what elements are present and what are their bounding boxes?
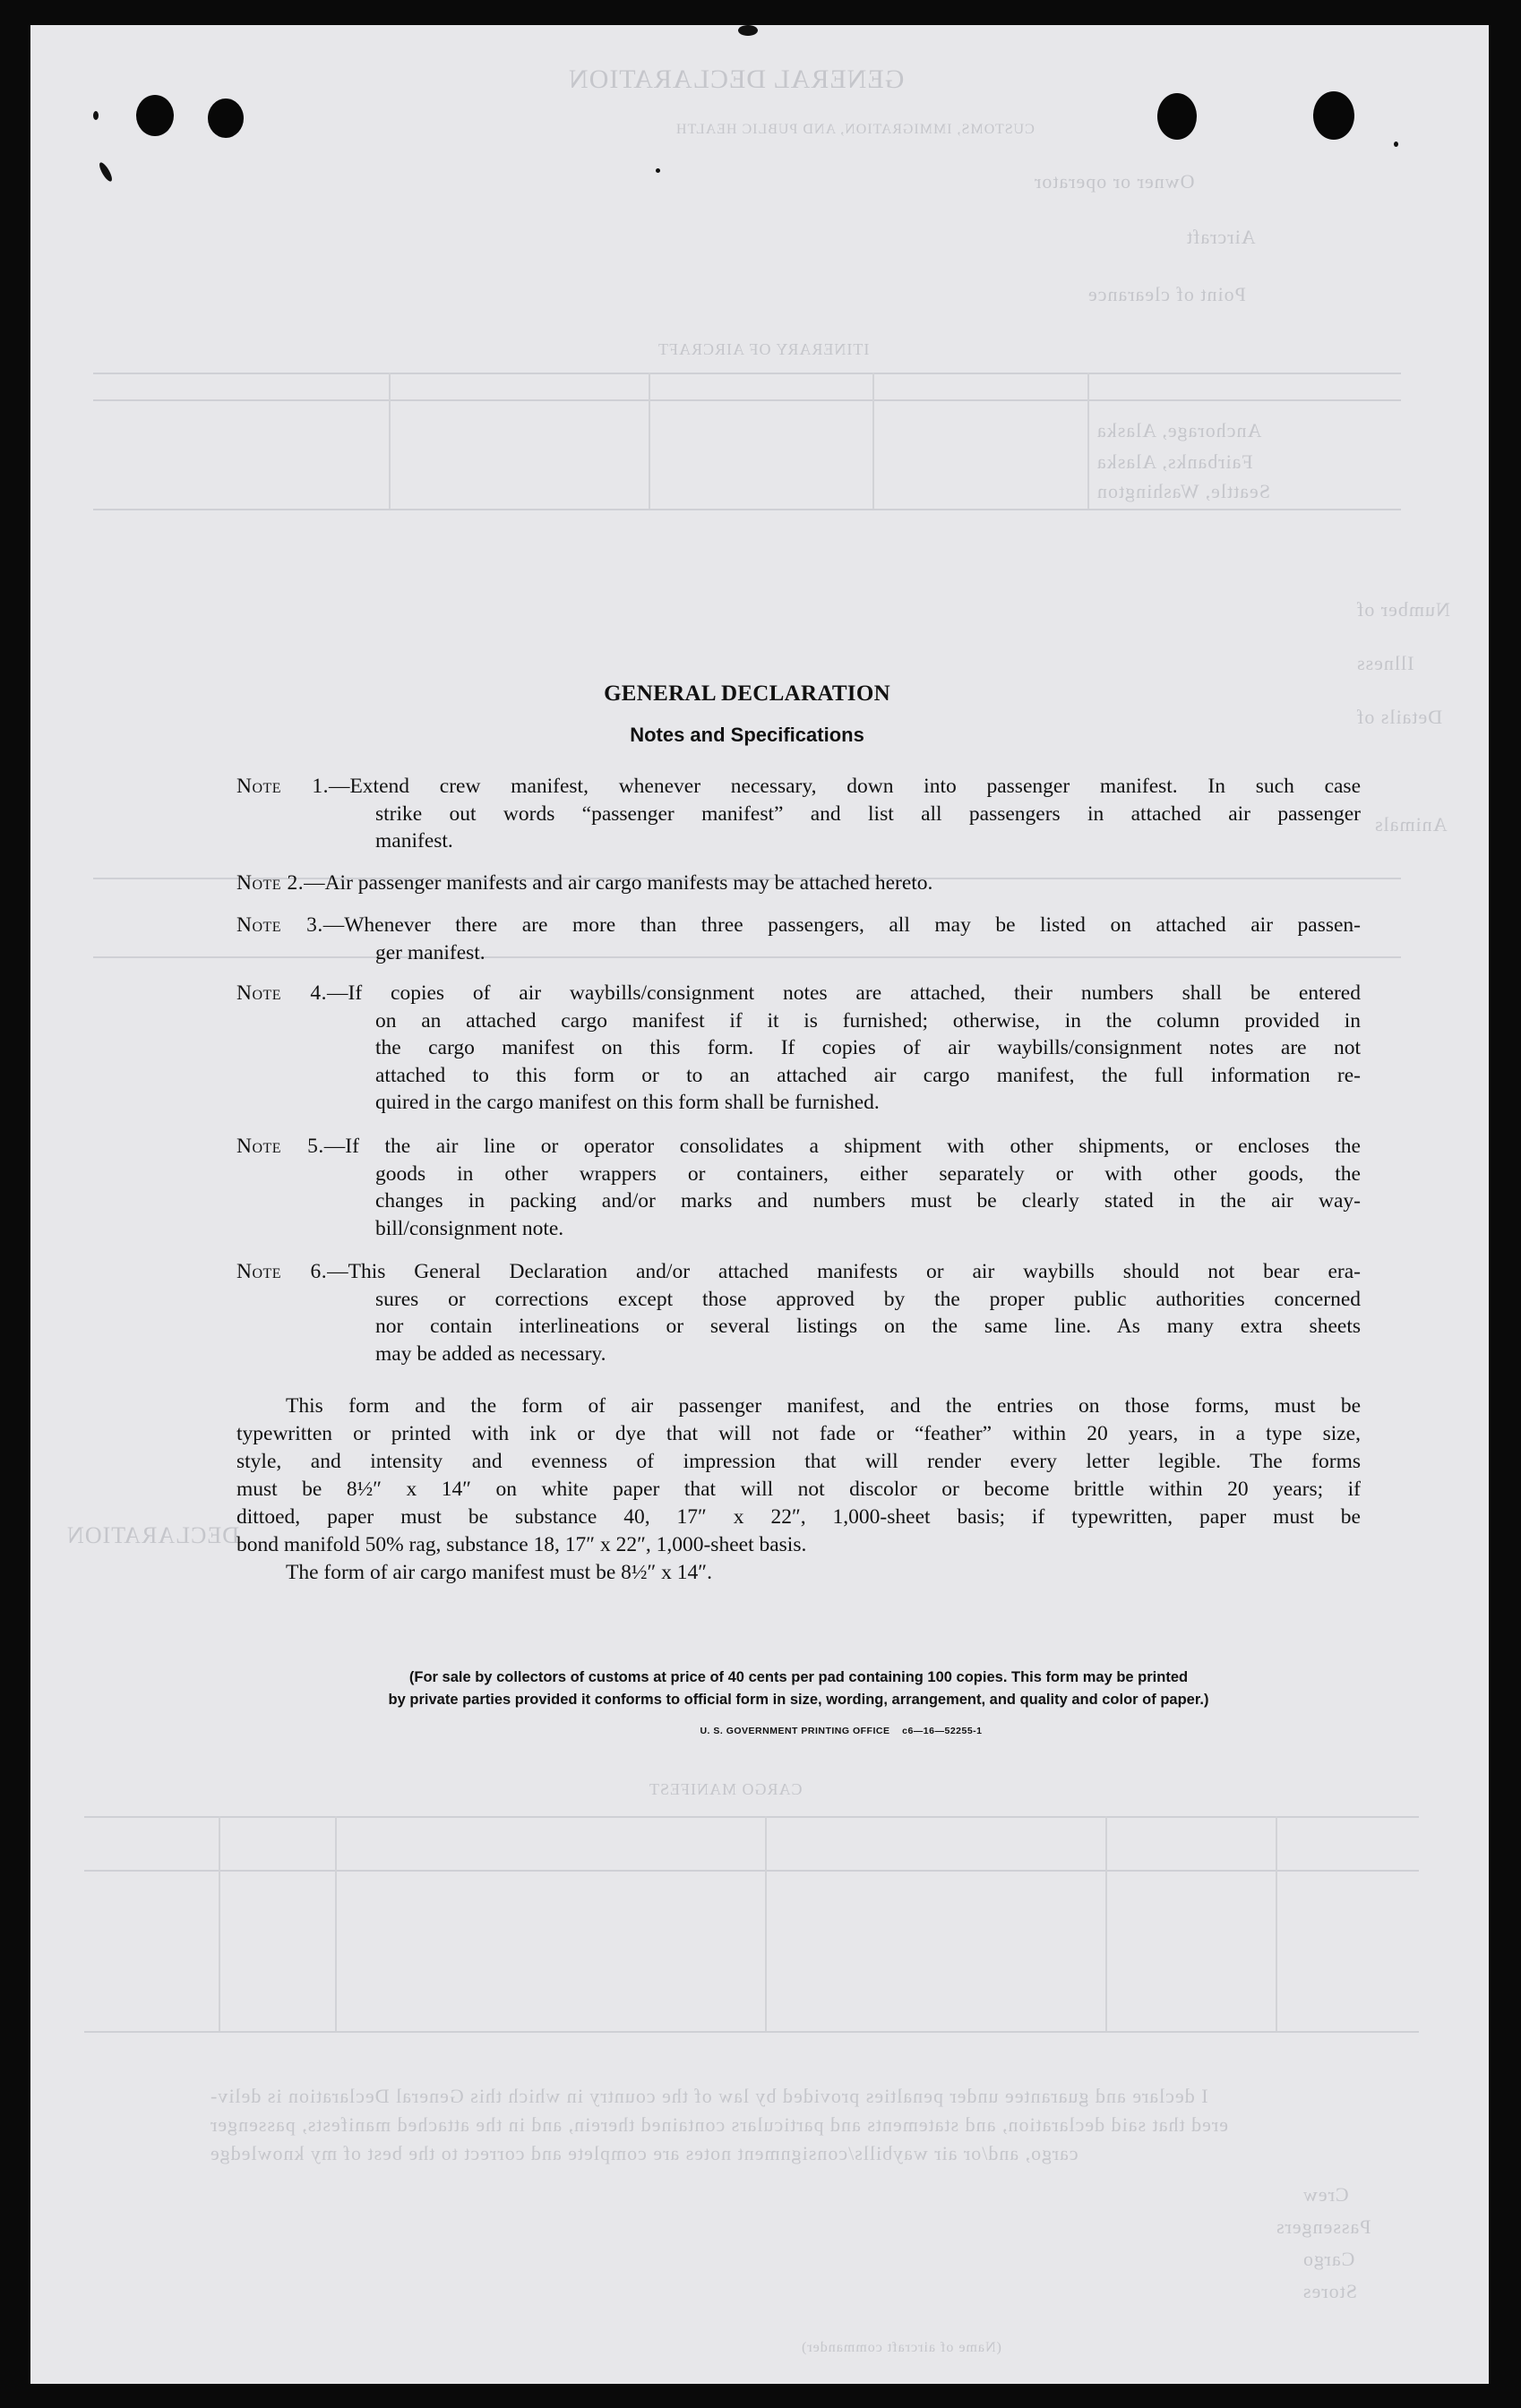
ink-speck (738, 25, 758, 36)
note-line: —Extend crew manifest, whenever necessary, down into passenger manifest. In such case (328, 775, 1362, 798)
page-title: GENERAL DECLARATION (604, 681, 890, 706)
page-subtitle: Notes and Specifications (630, 724, 864, 746)
note-line: goods in other wrappers or containers, either separately or with other goods, the (375, 1161, 1361, 1186)
punch-hole-left (136, 95, 174, 136)
format-requirements-paragraph (236, 1393, 1361, 1587)
paragraph-line: typewritten or printed with ink or dye that will not fade or “feather” within 20 years, in a type size, (236, 1422, 1361, 1445)
paragraph-line: This form and the form of air passenger manifest, and the entries on those forms, must be (286, 1394, 1361, 1418)
note-label: Note 2. (236, 871, 305, 895)
note-label: Note 3. (236, 913, 323, 937)
note-line: nor contain interlineations or several listings on the same line. As many extra sheets (375, 1315, 1361, 1338)
note-2 (236, 870, 1361, 897)
note-line: manifest. (375, 829, 453, 853)
note-line: attached to this form or to an attached air cargo manifest, the full information re- (375, 1063, 1361, 1087)
note-line: —Whenever there are more than three passengers, all may be listed on attached air passen- (322, 913, 1362, 937)
note-line: may be added as necessary. (375, 1341, 606, 1366)
note-line: —Air passenger manifests and air cargo manifests may be attached hereto. (304, 871, 933, 895)
note-label: Note 1. (236, 775, 329, 798)
note-4 (236, 980, 1361, 1117)
note-line: strike out words “passenger manifest” and list all passengers in attached air passenger (375, 801, 1361, 826)
note-line: —This General Declaration and/or attached manifests or air waybills should not bear era- (327, 1260, 1362, 1283)
paragraph-line: dittoed, paper must be substance 40, 17″ x 22″, 1,000-sheet basis; if typewritten, paper must be (236, 1505, 1361, 1529)
note-label: Note 6. (236, 1260, 328, 1283)
ink-speck (656, 168, 660, 173)
ink-speck (1394, 141, 1398, 147)
ink-speck (98, 161, 115, 184)
sale-notice (236, 1667, 1361, 1711)
document-page: GENERAL DECLARATION CUSTOMS, IMMIGRATION, AND PUBLIC HEALTH Owner or operator Aircraft Point of clearance ITINERARY OF AIRCRAFT Anchorage, Alaska Fairbanks, Alaska Seattle, Washington Number of Illness Details of Animals DECLARATION CARGO MANIFEST I declare and guarantee under penalties provided by law of the country in which this General Declaration is deliv- ered that said declaration, and statements and particulars contained therein, and in the attached manifests, passenger cargo, and/or air waybills/consignment notes are complete and correct to the best of my knowledge Crew Passengers Cargo Stores (Name of aircraft commander) GENERAL DECLARATION Notes and Specifications Note 1.—Extend crew manifest, whenever necessary, down into passenger manifest. In such case strike out words “passenger manifest” and list all passengers in attached air passenger manifest. Note 2.—Air passenger manifests and air cargo manifests may be attached hereto. Note 3.—Whenever there are more than three passengers, all may be listed on attached air passen- ger manifest. Note 4.—If copies of air waybills/consignment notes are attached, their numbers shall be entered on an attached cargo manifest if it is furnished; otherwise, in the column provided in the cargo manifest on this form. If copies of air waybills/consignment notes are not attached to this form or to an attached air cargo manifest, the full information re- quired in the cargo manifest on this form shall be furnished. Note 5.—If the air line or operator consolidates a shipment with other shipments, or encloses the goods in other wrappers or containers, either separately or with other goods, the changes in packing and/or marks and numbers must be clearly stated in the air way- bill/consignment note. Note 6.—This General Declaration and/or attached manifests or air waybills should not bear era- sures or corrections except those approved by the proper public authorities concerned nor contain interlineations or several listings on the same line. As many extra sheets may be added as necessary. This form and the form of air passenger manifest, and the entries on those forms, must be typewritten or printed with ink or dye that will not fade or “feather” within 20 years, in a type size, style, and intensity and evenness of impression that will render every letter legible. The forms must be 8½″ x 14″ on white paper that will not discolor or become brittle within 20 years; if dittoed, paper must be substance 40, 17″ x 22″, 1,000-sheet basis; if typewritten, paper must be bond manifold 50% rag, substance 18, 17″ x 22″, 1,000-sheet basis. The form of air cargo manifest must be 8½″ x 14″. (For sale by collectors of customs at price of 40 cents per pad containing 100 copies. This form may be printed by private parties provided it conforms to official form in size, wording, arrangement, and quality and color of paper.) U. S. GOVERNMENT PRINTING OFFICE c6—16—52255-1 (30, 25, 1489, 2384)
paragraph-line: bond manifold 50% rag, substance 18, 17″ x 22″, 1,000-sheet basis. (236, 1533, 807, 1556)
sale-notice-line: by private parties provided it conforms to official form in size, wording, arrangement, and quality and color of paper.) (388, 1692, 1209, 1708)
note-line: on an attached cargo manifest if it is furnished; otherwise, in the column provided in (375, 1008, 1361, 1033)
note-label: Note 5. (236, 1135, 324, 1158)
sale-notice-line: (For sale by collectors of customs at price of 40 cents per pad containing 100 copies. This form may be printed (408, 1669, 1189, 1685)
note-line: ger manifest. (375, 940, 486, 964)
paragraph-line: The form of air cargo manifest must be 8½″ x 14″. (286, 1561, 712, 1584)
note-line: sures or corrections except those approved by the proper public authorities concerned (375, 1287, 1361, 1311)
note-1 (236, 773, 1361, 855)
note-label: Note 4. (236, 981, 328, 1005)
punch-hole-right (1157, 93, 1197, 140)
punch-hole-right-2 (1313, 91, 1354, 140)
note-3 (236, 912, 1361, 966)
note-line: —If copies of air waybills/consignment notes are attached, their numbers shall be entered (327, 981, 1361, 1005)
note-line: —If the air line or operator consolidates a shipment with other shipments, or encloses the (323, 1135, 1361, 1158)
punch-hole-left-2 (208, 99, 244, 138)
paragraph-line: must be 8½″ x 14″ on white paper that will not discolor or become brittle within 20 years; if (236, 1478, 1361, 1501)
note-line: bill/consignment note. (375, 1216, 564, 1240)
ink-speck (93, 111, 99, 120)
note-5 (236, 1133, 1361, 1242)
note-line: quired in the cargo manifest on this form shall be furnished. (375, 1091, 880, 1114)
printer-imprint: U. S. GOVERNMENT PRINTING OFFICE c6—16—52255-1 (700, 1726, 983, 1736)
paragraph-line: style, and intensity and evenness of impression that will render every letter legible. The forms (236, 1450, 1361, 1473)
note-line: changes in packing and/or marks and numbers must be clearly stated in the air way- (375, 1189, 1361, 1213)
note-line: the cargo manifest on this form. If copies of air waybills/consignment notes are not (375, 1036, 1361, 1059)
note-6 (236, 1258, 1361, 1367)
